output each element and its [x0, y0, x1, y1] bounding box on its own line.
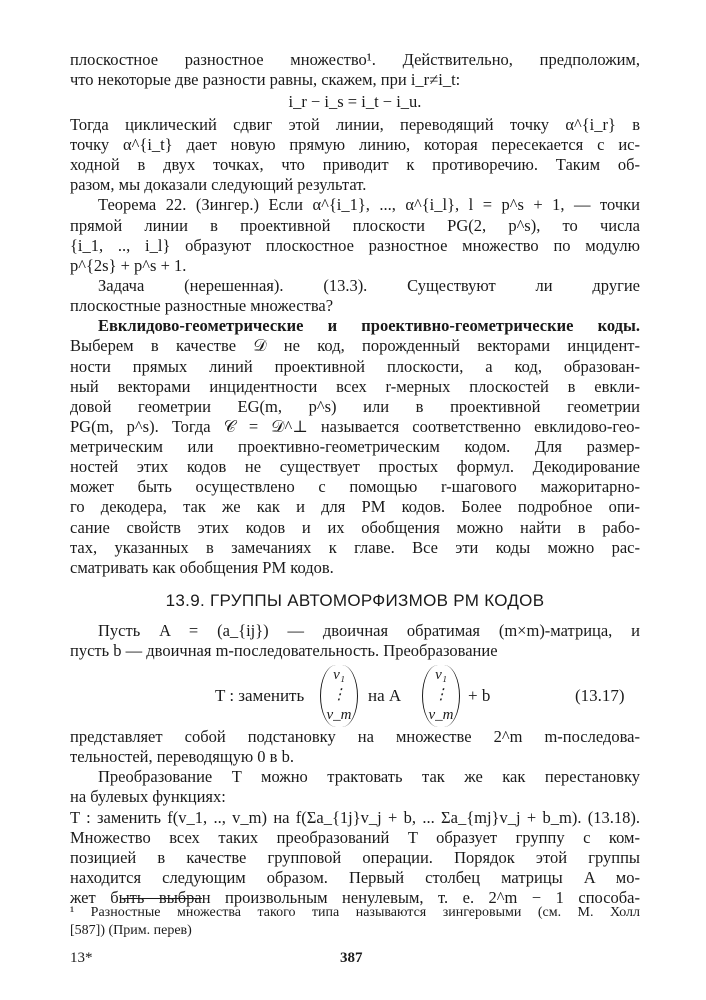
equation-middle: на A [368, 686, 402, 705]
vector-top: v₁ [435, 667, 447, 683]
text-line: метрическим или проективно-геометрическим кодом. Для размер- [70, 437, 640, 456]
text-line: ходной в двух точках, что приводит к противоречию. Таким об- [70, 155, 640, 174]
page-number: 387 [340, 950, 363, 966]
theorem-22: Теорема 22. (Зингер.) Если α^{i_1}, ..., α^{i_l}, l = p^s + 1, — точки [98, 195, 640, 214]
text-line: пусть b — двоичная m-последовательность. Преобразование [70, 641, 498, 660]
text-line: точку α^{i_t} дает новую прямую линию, которая пересекается с ис- [70, 135, 640, 154]
signature-mark: 13* [70, 950, 93, 966]
text-line: сание свойств этих кодов и их обобщения можно найти в рабо- [70, 518, 640, 537]
text-line: ностей этих кодов не существует простых формул. Декодирование [70, 457, 640, 476]
section-heading: 13.9. ГРУППЫ АВТОМОРФИЗМОВ РМ КОДОВ [165, 591, 545, 610]
text-line: что некоторые две разности равны, скажем, при i_r≠i_t: [70, 70, 461, 89]
equation-prefix: T : заменить [215, 686, 305, 705]
text-line: разом, мы доказали следующий результат. [70, 175, 367, 194]
equation-13-17 [70, 665, 640, 727]
equation-13-18: T : заменить f(v_1, .., v_m) на f(Σa_{1j}v_j + b, ... Σa_{mj}v_j + b_m). (13.18). [70, 808, 640, 827]
problem-13-3: Задача (нерешенная). (13.3). Существуют ли другие [98, 276, 640, 295]
subsection-heading: Евклидово-геометрические и проективно-геометрические коды. [98, 316, 640, 335]
text-line: ный векторами инцидентности всех r-мерных плоскостей в евкли- [70, 377, 640, 396]
text-line: го декодера, так же как и для РМ кодов. Более подробное опи- [70, 497, 640, 516]
formula-difference: i_r − i_s = i_t − i_u. [288, 92, 422, 111]
vector-v-left [320, 665, 358, 727]
text-line: прямой линии в проективной плоскости PG(2, p^s), то числа [70, 216, 640, 235]
text-line: Преобразование T можно трактовать так же как перестановку [98, 767, 640, 786]
text-line: плоскостное разностное множество¹. Действительно, предположим, [70, 50, 640, 69]
equation-suffix: + b [468, 686, 491, 705]
text-line: PG(m, p^s). Тогда 𝒞 = 𝒟^⊥ называется соответственно евклидово-гео- [70, 417, 640, 436]
text-line: представляет собой подстановку на множестве 2^m m-последова- [70, 727, 640, 746]
text-line: плоскостные разностные множества? [70, 296, 334, 315]
text-line: сматривать как обобщения РМ кодов. [70, 558, 334, 577]
text-line: довой геометрии EG(m, p^s) или в проективной геометрии [70, 397, 640, 416]
text-line: позицией в качестве групповой операции. Порядок этой группы [70, 848, 640, 867]
text-line: Выберем в качестве 𝒟 не код, порожденный векторами инцидент- [70, 336, 640, 355]
vector-v-right [422, 665, 460, 727]
text-line: тельностей, переводящую 0 в b. [70, 747, 294, 766]
text-line: может быть осуществлено с помощью r-шагового мажоритарно- [70, 477, 640, 496]
text-line: тах, указанных в замечаниях к главе. Все эти коды можно рас- [70, 538, 640, 557]
equation-number: (13.17) [575, 686, 625, 705]
vector-top: v₁ [333, 667, 345, 683]
text-line: Тогда циклический сдвиг этой линии, переводящий точку α^{i_r} в [70, 115, 640, 134]
text-line: находится следующим образом. Первый столбец матрицы A мо- [70, 868, 640, 887]
text-line: Пусть A = (a_{ij}) — двоичная обратимая (m×m)-матрица, и [98, 621, 640, 640]
footnote-line: [587]) (Прим. перев) [70, 923, 192, 938]
vector-dots: ⋮ [433, 687, 449, 703]
text-line: жет быть выбран произвольным ненулевым, т. е. 2^m − 1 способа- [70, 888, 640, 907]
text-line: Множество всех таких преобразований T образует группу с ком- [70, 828, 640, 847]
text-line: p^{2s} + p^s + 1. [70, 256, 187, 275]
vector-bottom: v_m [326, 707, 352, 723]
text-line: на булевых функциях: [70, 787, 226, 806]
vector-bottom: v_m [428, 707, 454, 723]
text-line: {i_1, .., i_l} образуют плоскостное разностное множество по модулю [70, 236, 640, 255]
vector-dots: ⋮ [331, 687, 347, 703]
footnote-line: ¹ Разностные множества такого типа называются зингеровыми (см. М. Холл [70, 905, 640, 920]
text-line: ности прямых линий проективной плоскости, а код, образован- [70, 357, 640, 376]
